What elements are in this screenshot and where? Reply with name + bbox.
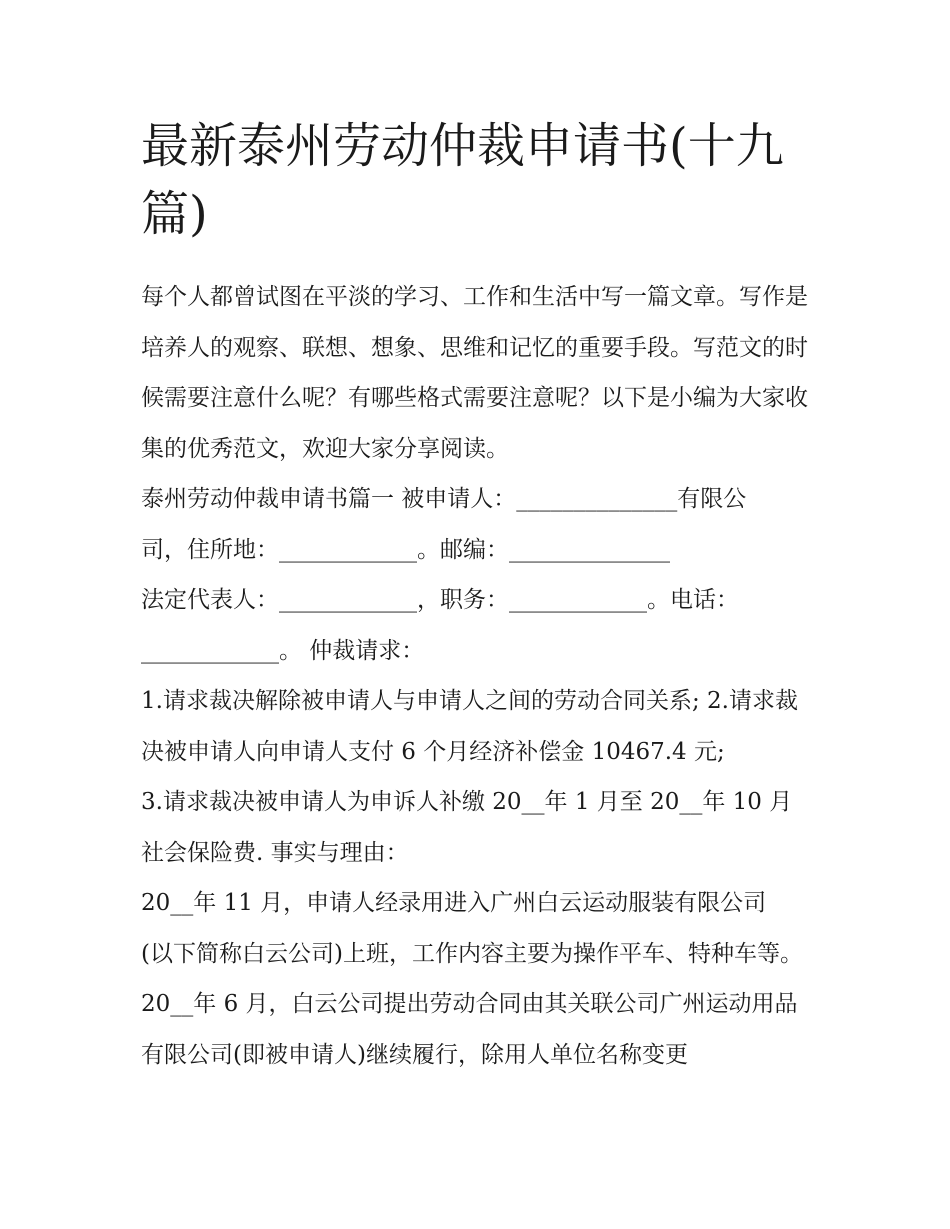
facts-paragraph: (以下简称白云公司)上班，工作内容主要为操作平车、特种车等。20__年 6 月，白云公司提出劳动合同由其关联公司广州运动用品有限公司(即被申请人)继续履行，除用人单位名称变更	[141, 940, 803, 1068]
claim-3: 3.请求裁决被申请人为申诉人补缴 20__年 1 月至 20__年 10 月社会保险费. 事实与理由：	[141, 789, 793, 866]
facts-first-line: 20__年 11 月，申请人经录用进入广州白云运动服装有限公司	[141, 890, 767, 916]
document-page	[141, 112, 813, 1080]
document-title: 最新泰州劳动仲裁申请书(十九篇)	[141, 118, 784, 242]
address-line: 司，住所地：____________。邮编：______________	[141, 536, 670, 563]
intro-paragraph: 每个人都曾试图在平淡的学习、工作和生活中写一篇文章。写作是培养人的观察、联想、想象、思维和记忆的重要手段。写范文的时候需要注意什么呢？有哪些格式需要注意呢？以下是小编为大家收集的优秀范文，欢迎大家分享阅读。	[141, 284, 808, 462]
claims-1-2: 1.请求裁决解除被申请人与申请人之间的劳动合同关系; 2.请求裁决被申请人向申请人支付 6 个月经济补偿金 10467.4 元;	[141, 688, 798, 765]
arbitration-claims-heading: ____________。 仲裁请求：	[141, 637, 425, 664]
legal-rep-line: 法定代表人：____________，职务：____________。电话：	[141, 587, 739, 613]
section-header-line: 泰州劳动仲裁申请书篇一 被申请人：______________有限公	[141, 486, 747, 512]
